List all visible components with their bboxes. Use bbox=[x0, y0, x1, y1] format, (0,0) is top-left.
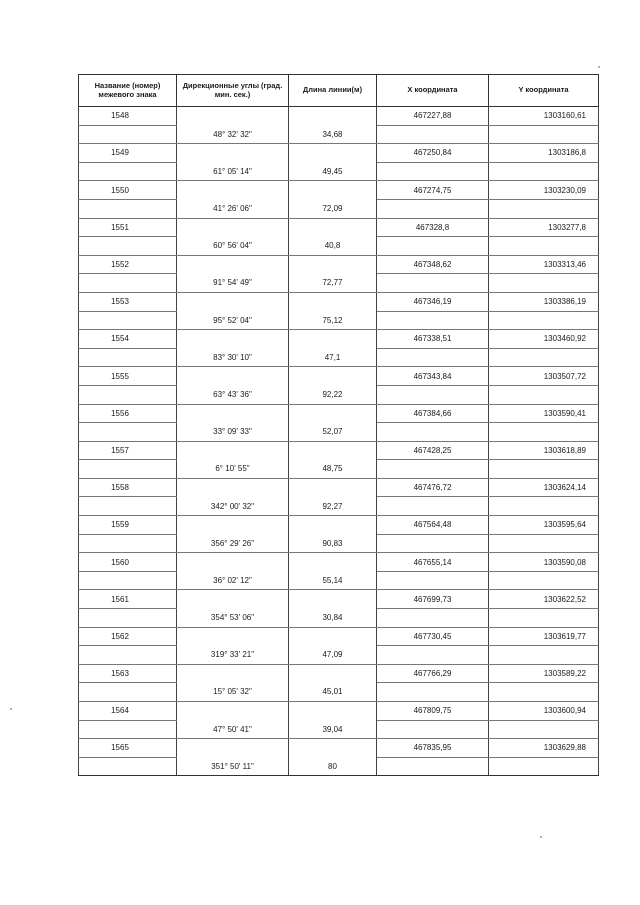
y-cell-empty bbox=[489, 683, 599, 702]
segment-row bbox=[79, 460, 599, 479]
header-direction-angle: Дирекционные углы (град. мин. сек.) bbox=[177, 75, 289, 107]
header-marker-name: Название (номер) межевого знака bbox=[79, 75, 177, 107]
header-y-coordinate: Y координата bbox=[489, 75, 599, 107]
x-cell-empty bbox=[377, 385, 489, 404]
angle-cell-empty bbox=[177, 255, 289, 274]
marker-name: 1554 bbox=[79, 330, 177, 349]
boundary-markers-table bbox=[78, 74, 599, 776]
x-coordinate: 467343,84 bbox=[377, 367, 489, 386]
marker-row bbox=[79, 553, 599, 572]
x-cell-empty bbox=[377, 311, 489, 330]
marker-row bbox=[79, 107, 599, 126]
direction-angle: 91° 54' 49" bbox=[177, 274, 289, 293]
marker-row bbox=[79, 441, 599, 460]
marker-name: 1561 bbox=[79, 590, 177, 609]
length-cell-empty bbox=[289, 181, 377, 200]
marker-name: 1549 bbox=[79, 144, 177, 163]
name-cell-empty bbox=[79, 348, 177, 367]
y-cell-empty bbox=[489, 460, 599, 479]
line-length: 47,09 bbox=[289, 646, 377, 665]
line-length: 34,68 bbox=[289, 125, 377, 144]
segment-row bbox=[79, 385, 599, 404]
direction-angle: 319° 33' 21" bbox=[177, 646, 289, 665]
y-coordinate: 1303160,61 bbox=[489, 107, 599, 126]
name-cell-empty bbox=[79, 497, 177, 516]
marker-name: 1557 bbox=[79, 441, 177, 460]
length-cell-empty bbox=[289, 627, 377, 646]
table-header bbox=[79, 75, 599, 107]
name-cell-empty bbox=[79, 385, 177, 404]
y-cell-empty bbox=[489, 311, 599, 330]
name-cell-empty bbox=[79, 199, 177, 218]
angle-cell-empty bbox=[177, 330, 289, 349]
y-coordinate: 1303618,89 bbox=[489, 441, 599, 460]
x-coordinate: 467730,45 bbox=[377, 627, 489, 646]
name-cell-empty bbox=[79, 609, 177, 628]
marker-row bbox=[79, 478, 599, 497]
x-coordinate: 467766,29 bbox=[377, 664, 489, 683]
x-coordinate: 467227,88 bbox=[377, 107, 489, 126]
marker-row bbox=[79, 739, 599, 758]
direction-angle: 95° 52' 04" bbox=[177, 311, 289, 330]
header-line-length: Длина линии(м) bbox=[289, 75, 377, 107]
segment-row bbox=[79, 646, 599, 665]
direction-angle: 351° 50' 11" bbox=[177, 757, 289, 776]
y-cell-empty bbox=[489, 757, 599, 776]
marker-name: 1563 bbox=[79, 664, 177, 683]
y-coordinate: 1303386,19 bbox=[489, 292, 599, 311]
y-cell-empty bbox=[489, 720, 599, 739]
angle-cell-empty bbox=[177, 739, 289, 758]
name-cell-empty bbox=[79, 162, 177, 181]
direction-angle: 342° 00' 32" bbox=[177, 497, 289, 516]
marker-name: 1562 bbox=[79, 627, 177, 646]
y-cell-empty bbox=[489, 609, 599, 628]
line-length: 72,09 bbox=[289, 199, 377, 218]
line-length: 90,83 bbox=[289, 534, 377, 553]
marker-name: 1556 bbox=[79, 404, 177, 423]
y-coordinate: 1303230,09 bbox=[489, 181, 599, 200]
length-cell-empty bbox=[289, 218, 377, 237]
line-length: 39,04 bbox=[289, 720, 377, 739]
line-length: 45,01 bbox=[289, 683, 377, 702]
y-coordinate: 1303590,08 bbox=[489, 553, 599, 572]
length-cell-empty bbox=[289, 107, 377, 126]
y-cell-empty bbox=[489, 646, 599, 665]
length-cell-empty bbox=[289, 330, 377, 349]
x-cell-empty bbox=[377, 162, 489, 181]
marker-name: 1564 bbox=[79, 702, 177, 721]
name-cell-empty bbox=[79, 460, 177, 479]
line-length: 40,8 bbox=[289, 237, 377, 256]
segment-row bbox=[79, 571, 599, 590]
segment-row bbox=[79, 497, 599, 516]
y-coordinate: 1303595,64 bbox=[489, 516, 599, 535]
y-cell-empty bbox=[489, 348, 599, 367]
y-cell-empty bbox=[489, 497, 599, 516]
angle-cell-empty bbox=[177, 590, 289, 609]
marker-name: 1555 bbox=[79, 367, 177, 386]
angle-cell-empty bbox=[177, 367, 289, 386]
length-cell-empty bbox=[289, 590, 377, 609]
segment-row bbox=[79, 274, 599, 293]
length-cell-empty bbox=[289, 553, 377, 572]
scan-speck bbox=[540, 836, 542, 838]
y-coordinate: 1303600,94 bbox=[489, 702, 599, 721]
x-cell-empty bbox=[377, 125, 489, 144]
x-coordinate: 467428,25 bbox=[377, 441, 489, 460]
angle-cell-empty bbox=[177, 292, 289, 311]
y-cell-empty bbox=[489, 534, 599, 553]
x-coordinate: 467346,19 bbox=[377, 292, 489, 311]
length-cell-empty bbox=[289, 516, 377, 535]
y-coordinate: 1303277,8 bbox=[489, 218, 599, 237]
line-length: 72,77 bbox=[289, 274, 377, 293]
y-coordinate: 1303589,22 bbox=[489, 664, 599, 683]
marker-row bbox=[79, 627, 599, 646]
angle-cell-empty bbox=[177, 441, 289, 460]
length-cell-empty bbox=[289, 441, 377, 460]
length-cell-empty bbox=[289, 367, 377, 386]
marker-row bbox=[79, 702, 599, 721]
segment-row bbox=[79, 720, 599, 739]
angle-cell-empty bbox=[177, 516, 289, 535]
marker-row bbox=[79, 664, 599, 683]
segment-row bbox=[79, 237, 599, 256]
x-cell-empty bbox=[377, 720, 489, 739]
marker-name: 1558 bbox=[79, 478, 177, 497]
line-length: 30,84 bbox=[289, 609, 377, 628]
angle-cell-empty bbox=[177, 664, 289, 683]
marker-name: 1551 bbox=[79, 218, 177, 237]
marker-row bbox=[79, 516, 599, 535]
line-length: 48,75 bbox=[289, 460, 377, 479]
name-cell-empty bbox=[79, 125, 177, 144]
x-cell-empty bbox=[377, 274, 489, 293]
marker-name: 1565 bbox=[79, 739, 177, 758]
y-coordinate: 1303186,8 bbox=[489, 144, 599, 163]
line-length: 52,07 bbox=[289, 423, 377, 442]
x-coordinate: 467699,73 bbox=[377, 590, 489, 609]
x-cell-empty bbox=[377, 348, 489, 367]
x-cell-empty bbox=[377, 423, 489, 442]
name-cell-empty bbox=[79, 646, 177, 665]
angle-cell-empty bbox=[177, 553, 289, 572]
segment-row bbox=[79, 162, 599, 181]
angle-cell-empty bbox=[177, 627, 289, 646]
marker-name: 1560 bbox=[79, 553, 177, 572]
length-cell-empty bbox=[289, 404, 377, 423]
length-cell-empty bbox=[289, 739, 377, 758]
length-cell-empty bbox=[289, 478, 377, 497]
y-cell-empty bbox=[489, 423, 599, 442]
marker-row bbox=[79, 181, 599, 200]
y-cell-empty bbox=[489, 385, 599, 404]
y-cell-empty bbox=[489, 199, 599, 218]
x-cell-empty bbox=[377, 237, 489, 256]
y-coordinate: 1303624,14 bbox=[489, 478, 599, 497]
x-cell-empty bbox=[377, 460, 489, 479]
x-coordinate: 467328,8 bbox=[377, 218, 489, 237]
direction-angle: 63° 43' 36" bbox=[177, 385, 289, 404]
angle-cell-empty bbox=[177, 404, 289, 423]
line-length: 80 bbox=[289, 757, 377, 776]
segment-row bbox=[79, 757, 599, 776]
y-coordinate: 1303629,88 bbox=[489, 739, 599, 758]
x-cell-empty bbox=[377, 646, 489, 665]
angle-cell-empty bbox=[177, 218, 289, 237]
marker-name: 1552 bbox=[79, 255, 177, 274]
angle-cell-empty bbox=[177, 478, 289, 497]
x-coordinate: 467655,14 bbox=[377, 553, 489, 572]
marker-row bbox=[79, 292, 599, 311]
marker-row bbox=[79, 367, 599, 386]
segment-row bbox=[79, 199, 599, 218]
y-coordinate: 1303619,77 bbox=[489, 627, 599, 646]
direction-angle: 33° 09' 33" bbox=[177, 423, 289, 442]
name-cell-empty bbox=[79, 683, 177, 702]
marker-row bbox=[79, 255, 599, 274]
x-coordinate: 467274,75 bbox=[377, 181, 489, 200]
direction-angle: 60° 56' 04" bbox=[177, 237, 289, 256]
segment-row bbox=[79, 534, 599, 553]
line-length: 92,27 bbox=[289, 497, 377, 516]
x-coordinate: 467250,84 bbox=[377, 144, 489, 163]
y-coordinate: 1303313,46 bbox=[489, 255, 599, 274]
y-coordinate: 1303507,72 bbox=[489, 367, 599, 386]
length-cell-empty bbox=[289, 702, 377, 721]
name-cell-empty bbox=[79, 274, 177, 293]
line-length: 92,22 bbox=[289, 385, 377, 404]
line-length: 49,45 bbox=[289, 162, 377, 181]
y-cell-empty bbox=[489, 125, 599, 144]
direction-angle: 15° 05' 32" bbox=[177, 683, 289, 702]
y-coordinate: 1303460,92 bbox=[489, 330, 599, 349]
marker-name: 1553 bbox=[79, 292, 177, 311]
direction-angle: 61° 05' 14" bbox=[177, 162, 289, 181]
name-cell-empty bbox=[79, 311, 177, 330]
x-cell-empty bbox=[377, 497, 489, 516]
y-coordinate: 1303622,52 bbox=[489, 590, 599, 609]
name-cell-empty bbox=[79, 757, 177, 776]
y-cell-empty bbox=[489, 571, 599, 590]
direction-angle: 41° 26' 06" bbox=[177, 199, 289, 218]
name-cell-empty bbox=[79, 237, 177, 256]
x-coordinate: 467476,72 bbox=[377, 478, 489, 497]
direction-angle: 47° 50' 41" bbox=[177, 720, 289, 739]
segment-row bbox=[79, 311, 599, 330]
x-coordinate: 467835,95 bbox=[377, 739, 489, 758]
x-cell-empty bbox=[377, 571, 489, 590]
direction-angle: 6° 10' 55" bbox=[177, 460, 289, 479]
x-coordinate: 467384,66 bbox=[377, 404, 489, 423]
direction-angle: 36° 02' 12" bbox=[177, 571, 289, 590]
segment-row bbox=[79, 348, 599, 367]
segment-row bbox=[79, 683, 599, 702]
x-cell-empty bbox=[377, 199, 489, 218]
line-length: 75,12 bbox=[289, 311, 377, 330]
x-coordinate: 467348,62 bbox=[377, 255, 489, 274]
scan-speck bbox=[598, 66, 600, 68]
line-length: 55,14 bbox=[289, 571, 377, 590]
table-body bbox=[79, 107, 599, 776]
marker-row bbox=[79, 404, 599, 423]
length-cell-empty bbox=[289, 144, 377, 163]
direction-angle: 48° 32' 32" bbox=[177, 125, 289, 144]
name-cell-empty bbox=[79, 534, 177, 553]
scan-speck bbox=[10, 708, 12, 710]
angle-cell-empty bbox=[177, 702, 289, 721]
x-cell-empty bbox=[377, 757, 489, 776]
line-length: 47,1 bbox=[289, 348, 377, 367]
header-x-coordinate: X координата bbox=[377, 75, 489, 107]
x-coordinate: 467564,48 bbox=[377, 516, 489, 535]
length-cell-empty bbox=[289, 255, 377, 274]
marker-row bbox=[79, 590, 599, 609]
name-cell-empty bbox=[79, 423, 177, 442]
marker-row bbox=[79, 144, 599, 163]
marker-name: 1559 bbox=[79, 516, 177, 535]
marker-name: 1548 bbox=[79, 107, 177, 126]
marker-row bbox=[79, 218, 599, 237]
name-cell-empty bbox=[79, 571, 177, 590]
direction-angle: 356° 29' 26" bbox=[177, 534, 289, 553]
segment-row bbox=[79, 125, 599, 144]
y-coordinate: 1303590,41 bbox=[489, 404, 599, 423]
header-row bbox=[79, 75, 599, 107]
angle-cell-empty bbox=[177, 181, 289, 200]
direction-angle: 354° 53' 06" bbox=[177, 609, 289, 628]
y-cell-empty bbox=[489, 274, 599, 293]
x-cell-empty bbox=[377, 683, 489, 702]
marker-name: 1550 bbox=[79, 181, 177, 200]
y-cell-empty bbox=[489, 162, 599, 181]
angle-cell-empty bbox=[177, 144, 289, 163]
x-cell-empty bbox=[377, 609, 489, 628]
segment-row bbox=[79, 609, 599, 628]
angle-cell-empty bbox=[177, 107, 289, 126]
direction-angle: 83° 30' 10" bbox=[177, 348, 289, 367]
x-coordinate: 467809,75 bbox=[377, 702, 489, 721]
x-cell-empty bbox=[377, 534, 489, 553]
segment-row bbox=[79, 423, 599, 442]
length-cell-empty bbox=[289, 664, 377, 683]
y-cell-empty bbox=[489, 237, 599, 256]
length-cell-empty bbox=[289, 292, 377, 311]
name-cell-empty bbox=[79, 720, 177, 739]
x-coordinate: 467338,51 bbox=[377, 330, 489, 349]
marker-row bbox=[79, 330, 599, 349]
